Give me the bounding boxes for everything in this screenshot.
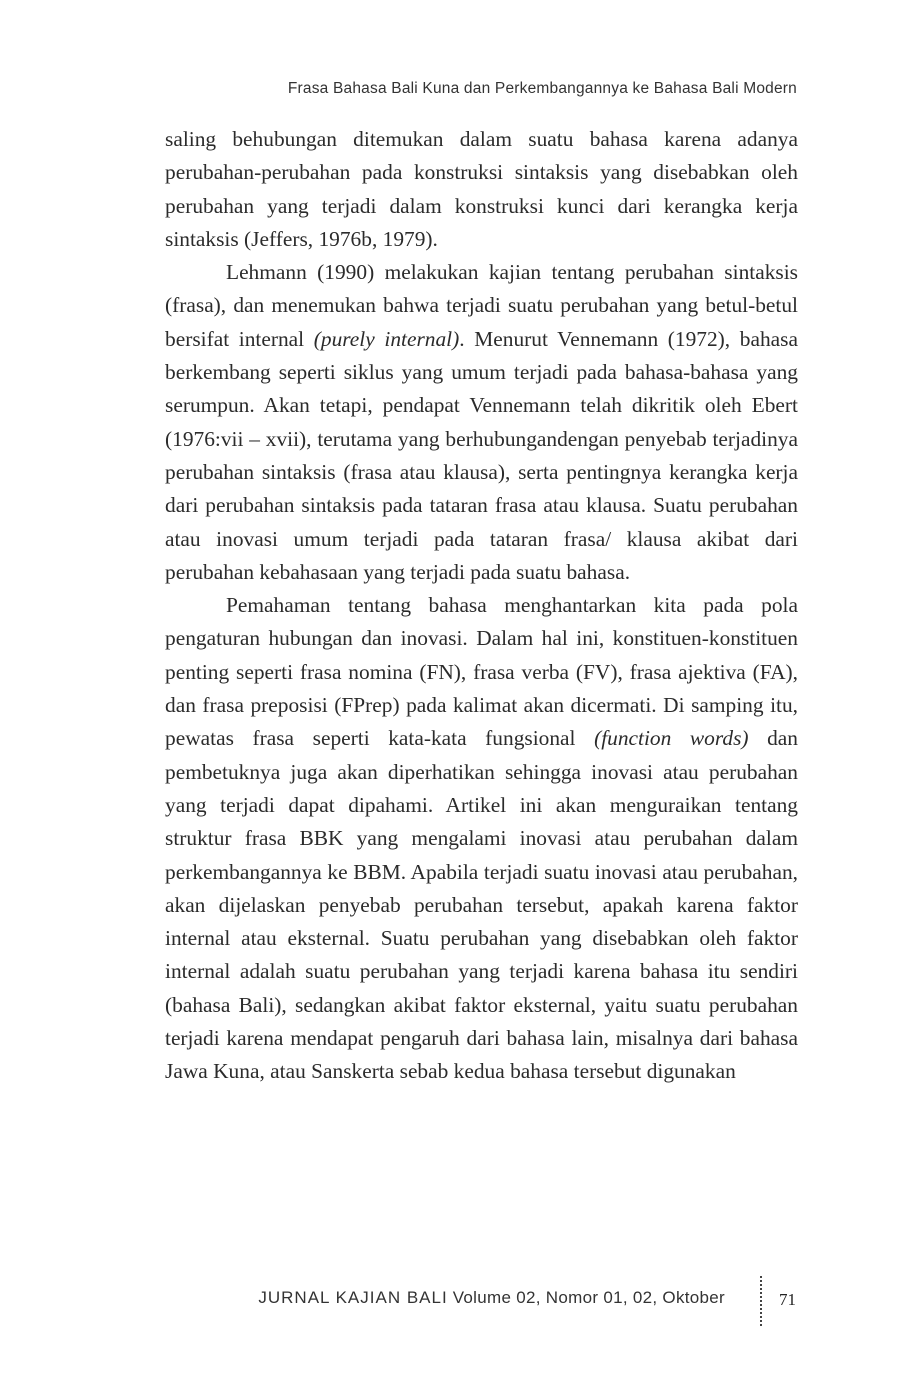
paragraph-2-text-b: . Menurut Vennemann (1972), bahasa berkembang seperti siklus yang umum terjadi pada bahasa-bahasa yang serumpun. Akan tetapi, pendapat Vennemann telah dikritik oleh Ebert (1976:vii – xvii), terutama yang berhubungandengan penyebab terjadinya perubahan sintaksis (frasa atau klausa), serta pentingnya kerangka kerja dari perubahan sintaksis pada tataran frasa atau klausa. Suatu perubahan atau inovasi umum terjadi pada tataran frasa/ klausa akibat dari perubahan kebahasaan yang terjadi pada suatu bahasa. [165, 326, 798, 584]
paragraph-2-text-a: Lehmann (1990) melakukan kajian tentang perubahan sintaksis (frasa), dan menemukan bahwa terjadi suatu perubahan yang betul-betul bersifat internal [165, 260, 798, 351]
footer-divider [760, 1276, 762, 1326]
paragraph-3-italic-term: (function words) [594, 726, 749, 751]
paragraph-2 [165, 256, 798, 589]
paragraph-3-text-b: dan pembetuknya juga akan diperhatikan sehingga inovasi atau perubahan yang terjadi dapat dipahami. Artikel ini akan menguraikan tentang struktur frasa BBK yang mengalami inovasi atau perubahan dalam perkembangannya ke BBM. Apabila terjadi suatu inovasi atau perubahan, akan dijelaskan penyebab perubahan tersebut, apakah karena faktor internal atau eksternal. Suatu perubahan yang disebabkan oleh faktor internal adalah suatu perubahan yang terjadi karena bahasa itu sendiri (bahasa Bali), sedangkan akibat faktor eksternal, yaitu suatu perubahan terjadi karena mendapat pengaruh dari bahasa lain, misalnya dari bahasa Jawa Kuna, atau Sanskerta sebab kedua bahasa tersebut digunakan [165, 726, 799, 1084]
paragraph-3-text-a: Pemahaman tentang bahasa menghantarkan kita pada pola pengaturan hubungan dan inovasi. Dalam hal ini, konstituen-konstituen penting seperti frasa nomina (FN), frasa verba (FV), frasa ajektiva (FA), dan frasa preposisi (FPrep) pada kalimat akan dicermati. Di samping itu, pewatas frasa seperti kata-kata fungsional [165, 593, 798, 751]
page-footer [0, 1288, 915, 1328]
paragraph-3 [165, 589, 798, 1088]
running-header: Frasa Bahasa Bali Kuna dan Perkembangannya ke Bahasa Bali Modern [287, 80, 797, 97]
article-body [165, 123, 798, 1089]
footer-issue-info: Volume 02, Nomor 01, 02, Oktober [452, 1288, 725, 1307]
footer-journal-info [258, 1288, 725, 1308]
footer-journal-name: JURNAL KAJIAN BALI [258, 1288, 448, 1307]
page-number: 71 [779, 1290, 796, 1309]
paragraph-2-italic-term: (purely internal) [313, 326, 460, 351]
paragraph-1: saling behubungan ditemukan dalam suatu bahasa karena adanya perubahan-perubahan pada konstruksi sintaksis yang disebabkan oleh perubahan yang terjadi dalam konstruksi kunci dari kerangka kerja sintaksis (Jeffers, 1976b, 1979). [165, 127, 798, 251]
